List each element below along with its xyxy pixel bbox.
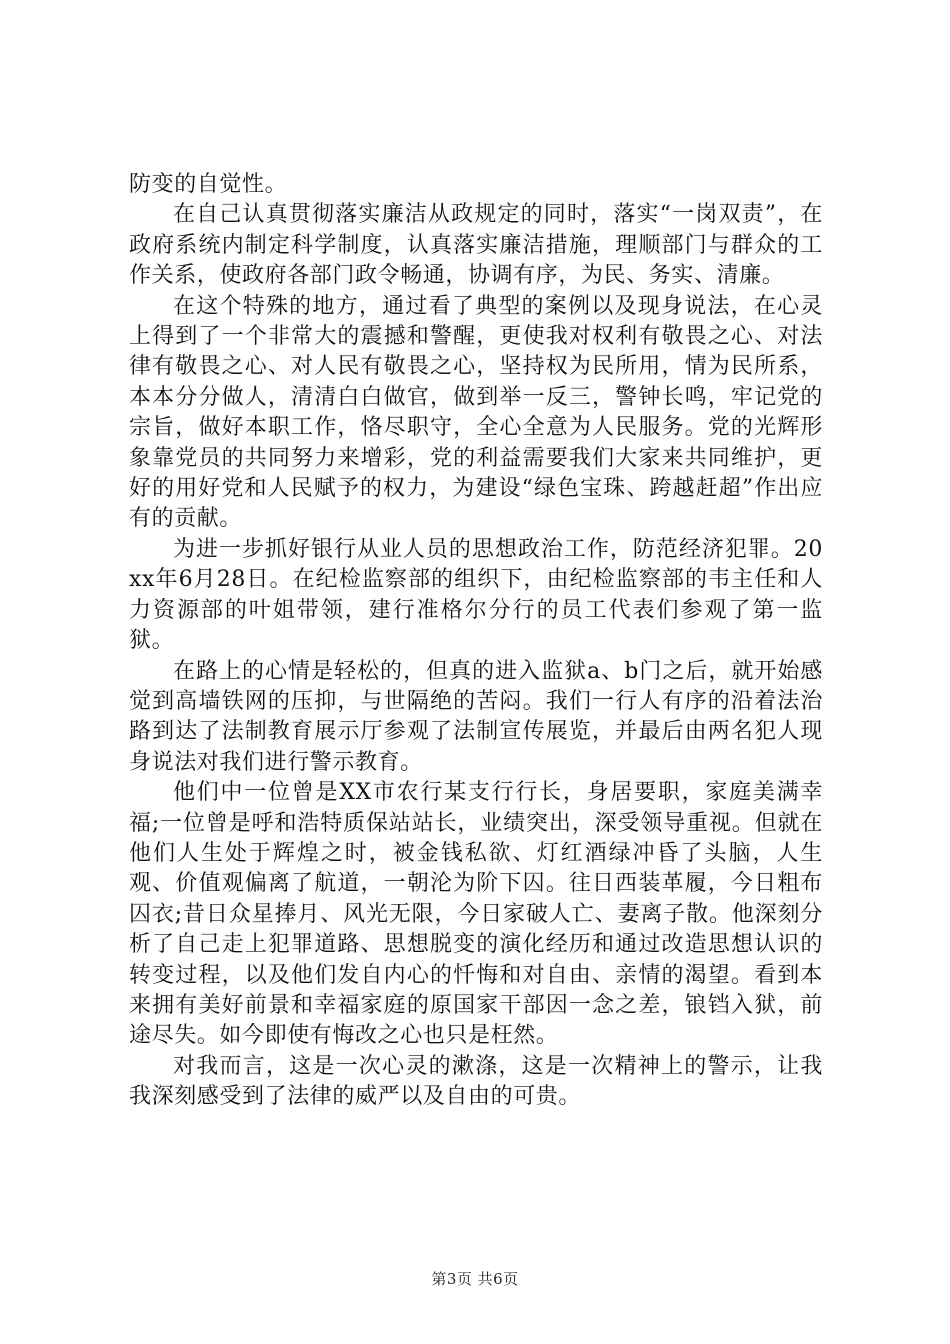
- page-number-footer: 第3页 共6页: [431, 1270, 519, 1288]
- paragraph-continued: 防变的自觉性。: [129, 172, 288, 197]
- paragraph: 在这个特殊的地方，通过看了典型的案例以及现身说法，在心灵上得到了一个非常大的震撼和警醒，更使我对权利有敬畏之心、对法律有敬畏之心、对人民有敬畏之心，坚持权为民所用，情为民所系，本本分分做人，清清白白做官，做到举一反三，警钟长鸣，牢记党的宗旨，做好本职工作，恪尽职守，全心全意为人民服务。党的光辉形象靠党员的共同努力来增彩，党的利益需要我们大家来共同维护，更好的用好党和人民赋予的权力，为建设“绿色宝珠、跨越赶超”作出应有的贡献。: [129, 293, 823, 532]
- paragraph: 在自己认真贯彻落实廉洁从政规定的同时，落实“一岗双责”，在政府系统内制定科学制度，认真落实廉洁措施，理顺部门与群众的工作关系，使政府各部门政令畅通，协调有序，为民、务实、清廉。: [129, 202, 823, 289]
- document-body: [129, 170, 823, 1113]
- paragraph: 他们中一位曾是XX市农行某支行行长，身居要职，家庭美满幸福;一位曾是呼和浩特质保站站长，业绩突出，深受领导重视。但就在他们人生处于辉煌之时，被金钱私欲、灯红酒绿冲昏了头脑，人生观、价值观偏离了航道，一朝沦为阶下囚。往日西装革履，今日粗布囚衣;昔日众星捧月、风光无限，今日家破人亡、妻离子散。他深刻分析了自己走上犯罪道路、思想脱变的演化经历和通过改造思想认识的转变过程，以及他们发自内心的忏悔和对自由、亲情的渴望。看到本来拥有美好前景和幸福家庭的原国家干部因一念之差，锒铛入狱，前途尽失。如今即使有悔改之心也只是枉然。: [129, 780, 823, 1049]
- paragraph: 为进一步抓好银行从业人员的思想政治工作，防范经济犯罪。20xx年6月28日。在纪检监察部的组织下，由纪检监察部的韦主任和人力资源部的叶姐带领，建行准格尔分行的员工代表们参观了第一监狱。: [129, 536, 823, 654]
- paragraph: 在路上的心情是轻松的，但真的进入监狱a、b门之后，就开始感觉到高墙铁网的压抑，与世隔绝的苦闷。我们一行人有序的沿着法治路到达了法制教育展示厅参观了法制宣传展览，并最后由两名犯人现身说法对我们进行警示教育。: [129, 658, 823, 775]
- paragraph: 对我而言，这是一次心灵的漱涤，这是一次精神上的警示，让我我深刻感受到了法律的威严以及自由的可贵。: [129, 1053, 823, 1110]
